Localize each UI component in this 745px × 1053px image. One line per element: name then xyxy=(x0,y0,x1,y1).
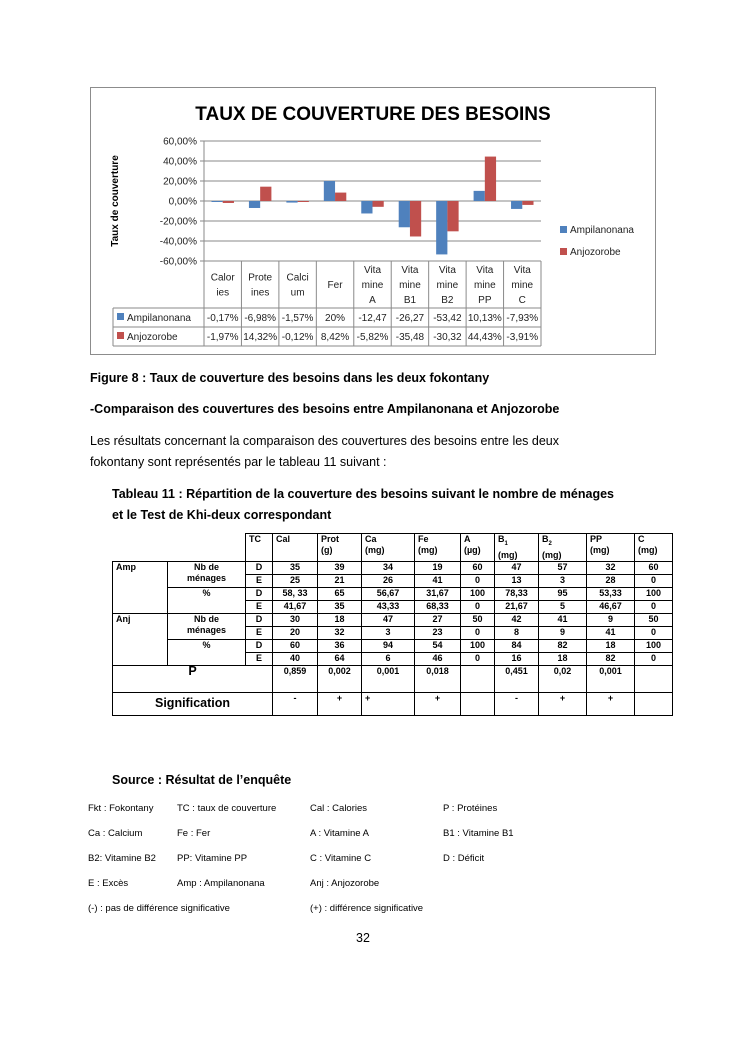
bar-anjozorobe-5 xyxy=(410,201,421,236)
value-cell: 27 xyxy=(415,613,461,626)
bar-ampilanonana-0 xyxy=(211,201,222,202)
header-cell xyxy=(318,534,362,562)
nutrient-unit: (mg) xyxy=(542,549,562,560)
abbreviation-item: E : Excès xyxy=(88,878,129,889)
p-value-cell: 0,001 xyxy=(587,665,635,692)
value-cell: 57 xyxy=(539,561,587,574)
data-label: -12,47 xyxy=(358,313,387,324)
signification-cell xyxy=(635,692,673,715)
value-cell: 50 xyxy=(461,613,495,626)
value-cell: 0 xyxy=(635,652,673,665)
value-cell: 42 xyxy=(495,613,539,626)
header-cell xyxy=(273,534,318,562)
p-value-cell: 0,018 xyxy=(415,665,461,692)
value-cell: 21,67 xyxy=(495,600,539,613)
block-label xyxy=(168,587,246,613)
figure-caption: Figure 8 : Taux de couverture des besoins dans les deux fokontany xyxy=(90,371,490,385)
category-label: um xyxy=(290,287,305,299)
value-cell: 28 xyxy=(587,574,635,587)
p-label: P xyxy=(113,665,273,692)
value-cell: 68,33 xyxy=(415,600,461,613)
category-label: mine xyxy=(361,280,384,291)
value-cell: 6 xyxy=(362,652,415,665)
data-label: -1,97% xyxy=(206,332,239,343)
block-label xyxy=(168,639,246,665)
category-label: mine xyxy=(473,280,496,291)
value-cell: 5 xyxy=(539,600,587,613)
header-cell xyxy=(415,534,461,562)
abbreviation-item: Ca : Calcium xyxy=(88,828,143,839)
value-cell: 3 xyxy=(362,626,415,639)
tc-cell: D xyxy=(246,587,273,600)
series-key-anjozorobe xyxy=(117,332,124,339)
tc-cell: D xyxy=(246,639,273,652)
signification-cell: - xyxy=(273,692,318,715)
value-cell: 100 xyxy=(635,587,673,600)
value-cell: 41 xyxy=(415,574,461,587)
value-cell: 35 xyxy=(273,561,318,574)
data-label: 14,32% xyxy=(243,332,278,343)
value-cell: 82 xyxy=(587,652,635,665)
bar-anjozorobe-2 xyxy=(298,201,309,202)
value-cell: 0 xyxy=(635,626,673,639)
value-cell: 3 xyxy=(539,574,587,587)
table-caption-line: Tableau 11 : Répartition de la couverture des besoins suivant le nombre de ménages xyxy=(112,487,615,501)
value-cell: 25 xyxy=(273,574,318,587)
legend-swatch-anjozorobe xyxy=(560,248,567,255)
header-cell xyxy=(362,534,415,562)
category-label: B1 xyxy=(403,295,417,306)
tc-cell: D xyxy=(246,561,273,574)
nutrient-name: $B_1$ xyxy=(498,534,508,547)
nutrient-name: C xyxy=(638,534,645,544)
nutrient-name: Cal xyxy=(276,534,291,544)
y-tick-label: 20,00% xyxy=(163,176,197,188)
bar-ampilanonana-4 xyxy=(361,201,372,213)
tc-cell: E xyxy=(246,626,273,639)
value-cell: 0 xyxy=(635,574,673,587)
category-label: ies xyxy=(216,287,230,299)
signification-cell: + xyxy=(415,692,461,715)
bar-chart xyxy=(91,88,657,356)
value-cell: 50 xyxy=(635,613,673,626)
abbreviation-item: TC : taux de couverture xyxy=(177,803,277,814)
value-cell: 78,33 xyxy=(495,587,539,600)
value-cell: 47 xyxy=(362,613,415,626)
value-cell: 41 xyxy=(587,626,635,639)
bar-anjozorobe-4 xyxy=(373,201,384,207)
value-cell: 26 xyxy=(362,574,415,587)
block-label xyxy=(168,613,246,639)
abbreviation-item: P : Protéines xyxy=(443,803,498,814)
value-cell: 54 xyxy=(415,639,461,652)
value-cell: 46 xyxy=(415,652,461,665)
bar-ampilanonana-6 xyxy=(436,201,447,254)
value-cell: 32 xyxy=(318,626,362,639)
bar-anjozorobe-6 xyxy=(447,201,458,231)
block-label-line: % xyxy=(202,639,211,650)
data-label: -3,91% xyxy=(506,332,539,343)
abbreviation-item: Anj : Anjozorobe xyxy=(310,878,380,889)
category-label: C xyxy=(518,295,526,306)
paragraph-line: fokontany sont représentés par le tableau 11 suivant : xyxy=(90,455,387,469)
signification-cell xyxy=(461,692,495,715)
category-label: B2 xyxy=(441,295,454,306)
value-cell: 56,67 xyxy=(362,587,415,600)
category-label: PP xyxy=(478,295,492,306)
subscript: 1 xyxy=(504,540,508,547)
legend-label: Ampilanonana xyxy=(570,225,634,236)
signification-label: Signification xyxy=(113,692,273,715)
series-name: Ampilanonana xyxy=(127,313,191,324)
category-label: ines xyxy=(250,287,270,299)
y-tick-label: -20,00% xyxy=(159,216,197,228)
category-label: Fer xyxy=(327,280,343,291)
abbreviation-item: D : Déficit xyxy=(443,853,485,864)
table-row xyxy=(113,561,673,574)
bar-anjozorobe-1 xyxy=(260,187,271,201)
table-header-row xyxy=(113,534,673,562)
value-cell: 84 xyxy=(495,639,539,652)
signification-cell: + xyxy=(587,692,635,715)
series-name: Anjozorobe xyxy=(127,332,178,343)
value-cell: 9 xyxy=(587,613,635,626)
site-label: Amp xyxy=(113,561,168,613)
source-note: Source : Résultat de l’enquête xyxy=(112,773,292,787)
abbreviation-item: B1 : Vitamine B1 xyxy=(443,828,514,839)
nutrient-unit: (µg) xyxy=(464,545,481,555)
section-heading: -Comparaison des couvertures des besoins entre Ampilanonana et Anjozorobe xyxy=(90,402,560,416)
abbreviation-item: (+) : différence significative xyxy=(310,903,424,914)
value-cell: 18 xyxy=(539,652,587,665)
category-label: A xyxy=(369,295,376,306)
value-cell: 39 xyxy=(318,561,362,574)
data-label: -35,48 xyxy=(395,332,425,343)
header-cell xyxy=(495,534,539,562)
value-cell: 46,67 xyxy=(587,600,635,613)
nutrient-unit: (mg) xyxy=(498,549,518,560)
value-cell: 0 xyxy=(461,574,495,587)
category-label: Vita xyxy=(476,265,494,276)
p-value-cell: 0,002 xyxy=(318,665,362,692)
data-label: -5,82% xyxy=(356,332,389,343)
tc-cell: E xyxy=(246,574,273,587)
p-value-cell xyxy=(461,665,495,692)
y-tick-labels xyxy=(160,137,197,268)
table-row xyxy=(113,587,673,600)
value-cell: 35 xyxy=(318,600,362,613)
value-cell: 43,33 xyxy=(362,600,415,613)
nutrient-unit: (mg) xyxy=(365,545,385,555)
abbreviation-item: Fe : Fer xyxy=(177,828,211,839)
nutrient-name: $B_2$ xyxy=(542,534,552,547)
value-cell: 9 xyxy=(539,626,587,639)
nutrient-unit: (mg) xyxy=(590,545,610,555)
abbreviation-item: C : Vitamine C xyxy=(310,853,372,864)
header-cell xyxy=(461,534,495,562)
category-label: mine xyxy=(511,280,534,291)
y-tick-label: -60,00% xyxy=(159,256,197,268)
category-label: mine xyxy=(399,280,421,291)
block-label-line: Nb de xyxy=(193,613,219,624)
legend-swatch-ampilanonana xyxy=(560,226,567,233)
nutrient-name: Fe xyxy=(418,534,429,544)
data-label: -0,12% xyxy=(281,332,314,343)
value-cell: 60 xyxy=(461,561,495,574)
site-label: Anj xyxy=(113,613,168,665)
block-label-line: ménages xyxy=(186,624,227,635)
y-tick-label: -40,00% xyxy=(159,236,197,248)
value-cell: 18 xyxy=(587,639,635,652)
body-paragraph xyxy=(90,431,650,473)
data-label: 10,13% xyxy=(467,313,502,324)
block-label xyxy=(168,561,246,587)
value-cell: 31,67 xyxy=(415,587,461,600)
nutrient-name: PP xyxy=(590,534,603,544)
bar-ampilanonana-1 xyxy=(249,201,260,208)
category-label: Vita xyxy=(438,265,456,276)
nutrient-name: A xyxy=(464,534,471,544)
value-cell: 34 xyxy=(362,561,415,574)
y-tick-label: 40,00% xyxy=(163,156,197,168)
nutrient-unit: (mg) xyxy=(418,545,438,555)
header-cell xyxy=(539,534,587,562)
value-cell: 18 xyxy=(318,613,362,626)
chart-title: TAUX DE COUVERTURE DES BESOINS xyxy=(195,104,551,125)
value-cell: 82 xyxy=(539,639,587,652)
chart-container xyxy=(90,87,656,355)
value-cell: 100 xyxy=(635,639,673,652)
p-value-row xyxy=(113,665,673,692)
data-label: -0,17% xyxy=(206,313,239,324)
category-label: Vita xyxy=(513,265,531,276)
signification-cell: - xyxy=(495,692,539,715)
value-cell: 16 xyxy=(495,652,539,665)
value-cell: 40 xyxy=(273,652,318,665)
p-value-cell: 0,001 xyxy=(362,665,415,692)
table-row xyxy=(113,613,673,626)
block-label-line: % xyxy=(202,587,211,598)
data-label: 44,43% xyxy=(467,332,502,343)
bar-ampilanonana-8 xyxy=(511,201,522,209)
value-cell: 23 xyxy=(415,626,461,639)
legend-label: Anjozorobe xyxy=(570,247,621,258)
p-value-cell: 0,451 xyxy=(495,665,539,692)
y-axis-title: Taux de couverture xyxy=(110,155,121,247)
bar-ampilanonana-5 xyxy=(399,201,410,227)
value-cell: 94 xyxy=(362,639,415,652)
block-label-line: Nb de xyxy=(193,561,219,572)
data-label: -26,27 xyxy=(395,313,425,324)
value-cell: 58, 33 xyxy=(273,587,318,600)
data-label: -6,98% xyxy=(244,313,277,324)
paragraph-line: Les résultats concernant la comparaison des couvertures des besoins entre les deux xyxy=(90,434,560,448)
signification-cell: + xyxy=(362,692,415,715)
value-cell: 0 xyxy=(635,600,673,613)
value-cell: 41 xyxy=(539,613,587,626)
p-value-cell: 0,859 xyxy=(273,665,318,692)
value-cell: 64 xyxy=(318,652,362,665)
header-blank xyxy=(113,534,246,562)
data-label: -30,32 xyxy=(433,332,462,343)
header-tc: TC xyxy=(246,534,273,562)
abbreviation-item: Fkt : Fokontany xyxy=(88,803,154,814)
bar-anjozorobe-7 xyxy=(485,157,496,201)
page-number: 32 xyxy=(356,931,370,945)
data-label: -7,93% xyxy=(506,313,539,324)
bar-anjozorobe-0 xyxy=(223,201,234,203)
value-cell: 0 xyxy=(461,600,495,613)
legend xyxy=(560,225,634,258)
nutrient-name: Prot xyxy=(321,534,339,544)
category-label: Vita xyxy=(401,265,419,276)
table-caption-line: et le Test de Khi-deux correspondant xyxy=(112,508,332,522)
category-label: mine xyxy=(436,280,459,291)
signification-cell: + xyxy=(539,692,587,715)
value-cell: 13 xyxy=(495,574,539,587)
tc-cell: E xyxy=(246,600,273,613)
value-cell: 8 xyxy=(495,626,539,639)
block-label-line: ménages xyxy=(186,572,227,583)
value-cell: 53,33 xyxy=(587,587,635,600)
value-cell: 21 xyxy=(318,574,362,587)
value-cell: 47 xyxy=(495,561,539,574)
abbreviation-item: B2: Vitamine B2 xyxy=(88,853,156,864)
value-cell: 65 xyxy=(318,587,362,600)
bar-ampilanonana-2 xyxy=(286,201,297,203)
tc-cell: E xyxy=(246,652,273,665)
data-label: -53,42 xyxy=(433,313,462,324)
p-value-cell xyxy=(635,665,673,692)
bar-anjozorobe-3 xyxy=(335,193,346,201)
nutrient-unit: (mg) xyxy=(638,545,658,555)
results-table xyxy=(112,533,673,716)
y-tick-label: 60,00% xyxy=(163,136,197,148)
table-row xyxy=(113,639,673,652)
value-cell: 60 xyxy=(635,561,673,574)
value-cell: 100 xyxy=(461,639,495,652)
data-label: 20% xyxy=(325,313,346,324)
bars xyxy=(211,157,533,255)
chart-data-table xyxy=(113,261,541,346)
bar-ampilanonana-3 xyxy=(324,181,335,201)
value-cell: 41,67 xyxy=(273,600,318,613)
abbreviation-item: A : Vitamine A xyxy=(310,828,369,839)
signification-row xyxy=(113,692,673,715)
nutrient-unit: (g) xyxy=(321,545,333,555)
y-tick-label: 0,00% xyxy=(168,196,197,208)
abbreviation-item: PP: Vitamine PP xyxy=(177,853,248,864)
bar-anjozorobe-8 xyxy=(522,201,533,205)
signification-cell: + xyxy=(318,692,362,715)
value-cell: 0 xyxy=(461,652,495,665)
bar-ampilanonana-7 xyxy=(474,191,485,201)
value-cell: 95 xyxy=(539,587,587,600)
series-key-ampilanonana xyxy=(117,313,124,320)
abbreviation-item: Cal : Calories xyxy=(310,803,368,814)
value-cell: 20 xyxy=(273,626,318,639)
data-label: 8,42% xyxy=(320,332,350,343)
data-label: -1,57% xyxy=(281,313,314,324)
value-cell: 36 xyxy=(318,639,362,652)
header-cell xyxy=(587,534,635,562)
subscript: 2 xyxy=(548,540,552,547)
category-label: Calci xyxy=(286,272,309,284)
abbreviation-item: Amp : Ampilanonana xyxy=(177,878,265,889)
value-cell: 60 xyxy=(273,639,318,652)
p-value-cell: 0,02 xyxy=(539,665,587,692)
category-label: Prote xyxy=(248,272,273,284)
header-cell xyxy=(635,534,673,562)
category-label: Calor xyxy=(210,272,235,284)
value-cell: 30 xyxy=(273,613,318,626)
value-cell: 100 xyxy=(461,587,495,600)
value-cell: 32 xyxy=(587,561,635,574)
table-caption xyxy=(112,484,672,526)
category-label: Vita xyxy=(363,265,382,276)
value-cell: 19 xyxy=(415,561,461,574)
value-cell: 0 xyxy=(461,626,495,639)
nutrient-name: Ca xyxy=(365,534,377,544)
tc-cell: D xyxy=(246,613,273,626)
abbreviation-item: (-) : pas de différence significative xyxy=(88,903,230,914)
